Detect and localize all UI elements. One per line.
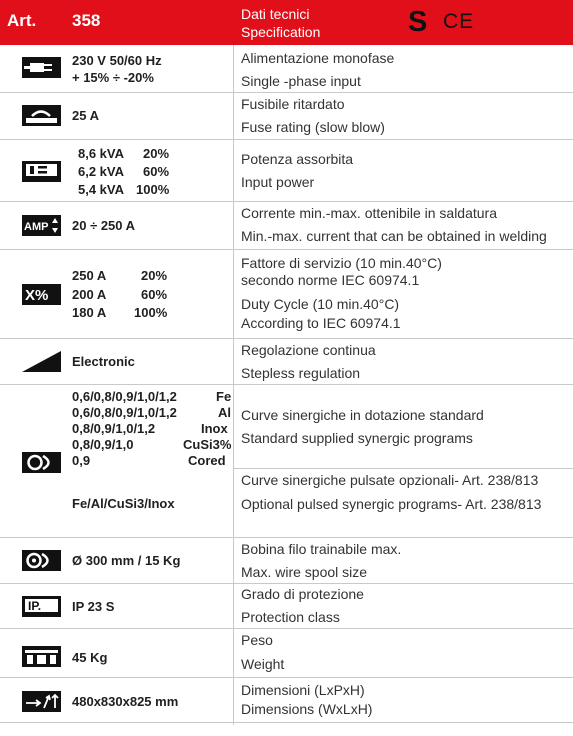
wire-spool-curves-icon [22, 452, 61, 473]
weight-icon [22, 646, 61, 667]
power-meter-icon [22, 161, 61, 182]
power-desc-it: Potenza assorbita [241, 151, 354, 167]
row-divider [0, 583, 573, 584]
weight-desc-en: Weight [241, 656, 285, 672]
row-divider [0, 537, 573, 538]
percent-icon [22, 284, 61, 305]
synergic-line-1-mat: Fe [216, 389, 232, 404]
dimensions-value: 480x830x825 mm [72, 694, 179, 709]
duty-line-1-current: 250 A [72, 268, 107, 283]
synergic-line-2-mat: Al [218, 405, 231, 420]
ip-icon-text: IP. [28, 599, 42, 613]
art-label: Art. [7, 11, 37, 30]
synergic-line-1-diam: 0,6/0,8/0,9/1,0/1,2 [72, 389, 177, 404]
duty-desc-en-1: Duty Cycle (10 min.40°C) [241, 296, 400, 312]
row-divider [0, 249, 573, 250]
duty-line-2-pct: 60% [141, 287, 168, 302]
row-divider [0, 628, 573, 629]
fuse-value: 25 A [72, 108, 99, 123]
fuse-icon [22, 105, 61, 126]
duty-line-2-current: 200 A [72, 287, 107, 302]
spool-icon [22, 550, 61, 571]
regulation-value: Electronic [72, 354, 135, 369]
regulation-desc-it: Regolazione continua [241, 342, 376, 358]
synergic-line-5-diam: 0,9 [72, 453, 91, 468]
art-number: 358 [72, 11, 101, 30]
duty-line-1-pct: 20% [141, 268, 168, 283]
power-line-3-pct: 100% [136, 182, 170, 197]
row-divider [0, 92, 573, 93]
title-english: Specification [241, 24, 321, 40]
duty-desc-en-2: According to IEC 60974.1 [241, 315, 401, 331]
power-line-2-kva: 6,2 kVA [78, 164, 125, 179]
power-line-1-pct: 20% [143, 146, 170, 161]
pulsed-materials: Fe/Al/CuSi3/Inox [72, 496, 175, 511]
ce-mark-icon: CE [443, 10, 475, 33]
amp-icon-text: AMP [24, 221, 49, 233]
current-desc-en: Min.-max. current that can be obtained in welding [241, 228, 547, 244]
weight-value: 45 Kg [72, 650, 108, 665]
power-line-3-kva: 5,4 kVA [78, 182, 125, 197]
protection-desc-en: Protection class [241, 609, 340, 625]
column-divider [233, 45, 234, 725]
dimensions-icon [22, 691, 61, 712]
synergic-line-3-diam: 0,8/0,9/1,0/1,2 [72, 421, 156, 436]
row-divider [0, 722, 573, 723]
fuse-desc-it: Fusibile ritardato [241, 96, 345, 112]
duty-desc-it-2: secondo norme IEC 60974.1 [241, 272, 420, 288]
synergic-line-5-mat: Cored [188, 453, 226, 468]
synergic-line-4-mat: CuSi3% [183, 437, 232, 452]
row-divider [0, 338, 573, 339]
ip-icon [22, 596, 61, 617]
weight-desc-it: Peso [241, 632, 273, 648]
spool-desc-it: Bobina filo trainabile max. [241, 541, 402, 557]
synergic-desc-en: Standard supplied synergic programs [241, 430, 473, 446]
sub-row-divider [233, 468, 573, 469]
supply-voltage: 230 V 50/60 Hz [72, 53, 162, 68]
row-divider [0, 677, 573, 678]
synergic-line-4-diam: 0,8/0,9/1,0 [72, 437, 134, 452]
plug-icon [22, 57, 61, 78]
dimensions-desc-it: Dimensioni (LxPxH) [241, 682, 365, 698]
spool-desc-en: Max. wire spool size [241, 564, 368, 580]
pulsed-desc-it: Curve sinergiche pulsate opzionali- Art. 238/813 [241, 472, 539, 488]
title-italian: Dati tecnici [241, 6, 310, 22]
row-divider [0, 384, 573, 385]
synergic-line-3-mat: Inox [201, 421, 228, 436]
amp-icon [22, 215, 61, 236]
duty-desc-it-1: Fattore di servizio (10 min.40°C) [241, 255, 442, 271]
fuse-desc-en: Fuse rating (slow blow) [241, 119, 385, 135]
row-divider [0, 201, 573, 202]
dimensions-desc-en: Dimensions (WxLxH) [241, 701, 373, 717]
regulation-desc-en: Stepless regulation [241, 365, 361, 381]
protection-desc-it: Grado di protezione [241, 586, 364, 602]
s-mark-icon: S [408, 6, 428, 38]
power-line-1-kva: 8,6 kVA [78, 146, 125, 161]
supply-desc-it: Alimentazione monofase [241, 50, 395, 66]
spool-value: Ø 300 mm / 15 Kg [72, 553, 181, 568]
row-divider [0, 139, 573, 140]
current-desc-it: Corrente min.-max. ottenibile in saldatura [241, 205, 498, 221]
power-desc-en: Input power [241, 174, 315, 190]
synergic-desc-it: Curve sinergiche in dotazione standard [241, 407, 484, 423]
pulsed-desc-en: Optional pulsed synergic programs- Art. 238/813 [241, 496, 542, 512]
supply-tolerance: + 15% ÷ -20% [72, 70, 154, 85]
percent-icon-text: X% [25, 287, 49, 304]
synergic-line-2-diam: 0,6/0,8/0,9/1,0/1,2 [72, 405, 177, 420]
current-range-value: 20 ÷ 250 A [72, 218, 136, 233]
supply-desc-en: Single -phase input [241, 73, 361, 89]
duty-line-3-current: 180 A [72, 305, 107, 320]
power-line-2-pct: 60% [143, 164, 170, 179]
ramp-icon [22, 351, 61, 372]
duty-line-3-pct: 100% [134, 305, 168, 320]
protection-value: IP 23 S [72, 599, 115, 614]
